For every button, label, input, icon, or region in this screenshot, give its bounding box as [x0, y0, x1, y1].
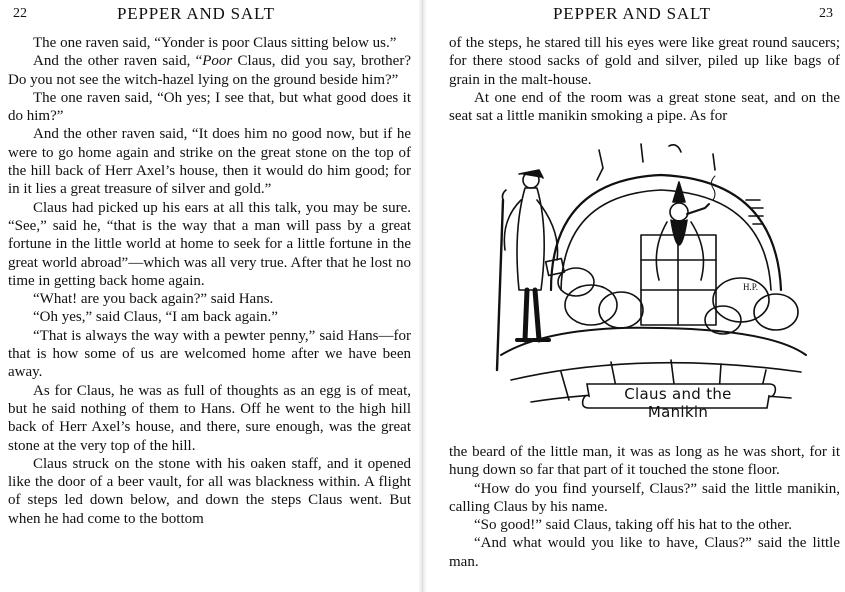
- left-page: [0, 0, 418, 592]
- paragraph: “That is always the way with a pewter penny,” said Hans—for that is how some of us are welcomed home after we have been away.: [8, 327, 411, 381]
- body-text-bottom: [449, 443, 840, 571]
- paragraph: The one raven said, “Yonder is poor Claus sitting below us.”: [33, 35, 397, 51]
- paragraph: At one end of the room was a great stone seat, and on the seat sat a little manikin smoking a pipe. As for: [449, 89, 840, 125]
- paragraph: “What! are you back again?” said Hans.: [33, 291, 274, 308]
- body-text-top: [449, 34, 840, 125]
- paragraph: the beard of the little man, it was as long as he was short, for it hung down so far that part of it touched the stone floor.: [449, 444, 840, 479]
- paragraph: [8, 52, 411, 89]
- paragraph: “And what would you like to have, Claus?” said the little man.: [449, 535, 840, 570]
- paragraph: Claus struck on the stone with his oaken staff, and it opened like the door of a beer vault, for all was blackness within. A flight of steps led down below, and down the steps Claus went. But when he had come to the bottom: [8, 455, 411, 527]
- paragraph: “So good!” said Claus, taking off his hat to the other.: [474, 517, 793, 534]
- text-run: Claus, did you say, brother? Do you not see the witch-hazel lying on the ground beside him?”: [8, 53, 411, 88]
- paragraph: Claus had picked up his ears at all this talk, you may be sure. “See,” said he, “that is the way that a man will pass by a great fortune in the little world at home to seek for a little fortune in the great world abroad”—which was all very true. After that he lost no time in getting back home again.: [8, 199, 411, 289]
- illustration-caption: Claus and the Manikin: [624, 385, 732, 421]
- running-head: PEPPER AND SALT: [553, 4, 711, 23]
- paragraph: of the steps, he stared till his eyes were like great round saucers; for there stood sacks of gold and silver, piled up like bags of grain in the malt-house.: [449, 35, 840, 88]
- right-page: [427, 0, 845, 592]
- page-number: 23: [819, 6, 833, 21]
- page-number: 22: [13, 6, 27, 21]
- italic-text: Poor: [202, 53, 233, 70]
- body-text: [8, 34, 411, 528]
- paragraph: “How do you find yourself, Claus?” said the little manikin, calling Claus by his name.: [449, 480, 840, 515]
- paragraph: The one raven said, “Oh yes; I see that, but what good does it do him?”: [8, 89, 411, 125]
- running-head: PEPPER AND SALT: [117, 4, 275, 23]
- paragraph: As for Claus, he was as full of thoughts as an egg is of meat, but he said nothing of them to Hans. Off he went to the high hill back of Herr Axel’s house, and there, sure enough, was the great stone at the very top of the hill.: [8, 382, 411, 454]
- paragraph: “Oh yes,” said Claus, “I am back again.”: [33, 309, 278, 326]
- text-run: And the other raven said, “: [33, 53, 203, 70]
- paragraph: And the other raven said, “It does him no good now, but if he were to go home again and strike on the great stone on the top of the hill back of Herr Axel’s house, then it would do him good; for in it lies a great treasure of silver and gold.”: [8, 126, 411, 198]
- book-gutter: [418, 0, 427, 592]
- artist-signature: H.P.: [743, 282, 759, 292]
